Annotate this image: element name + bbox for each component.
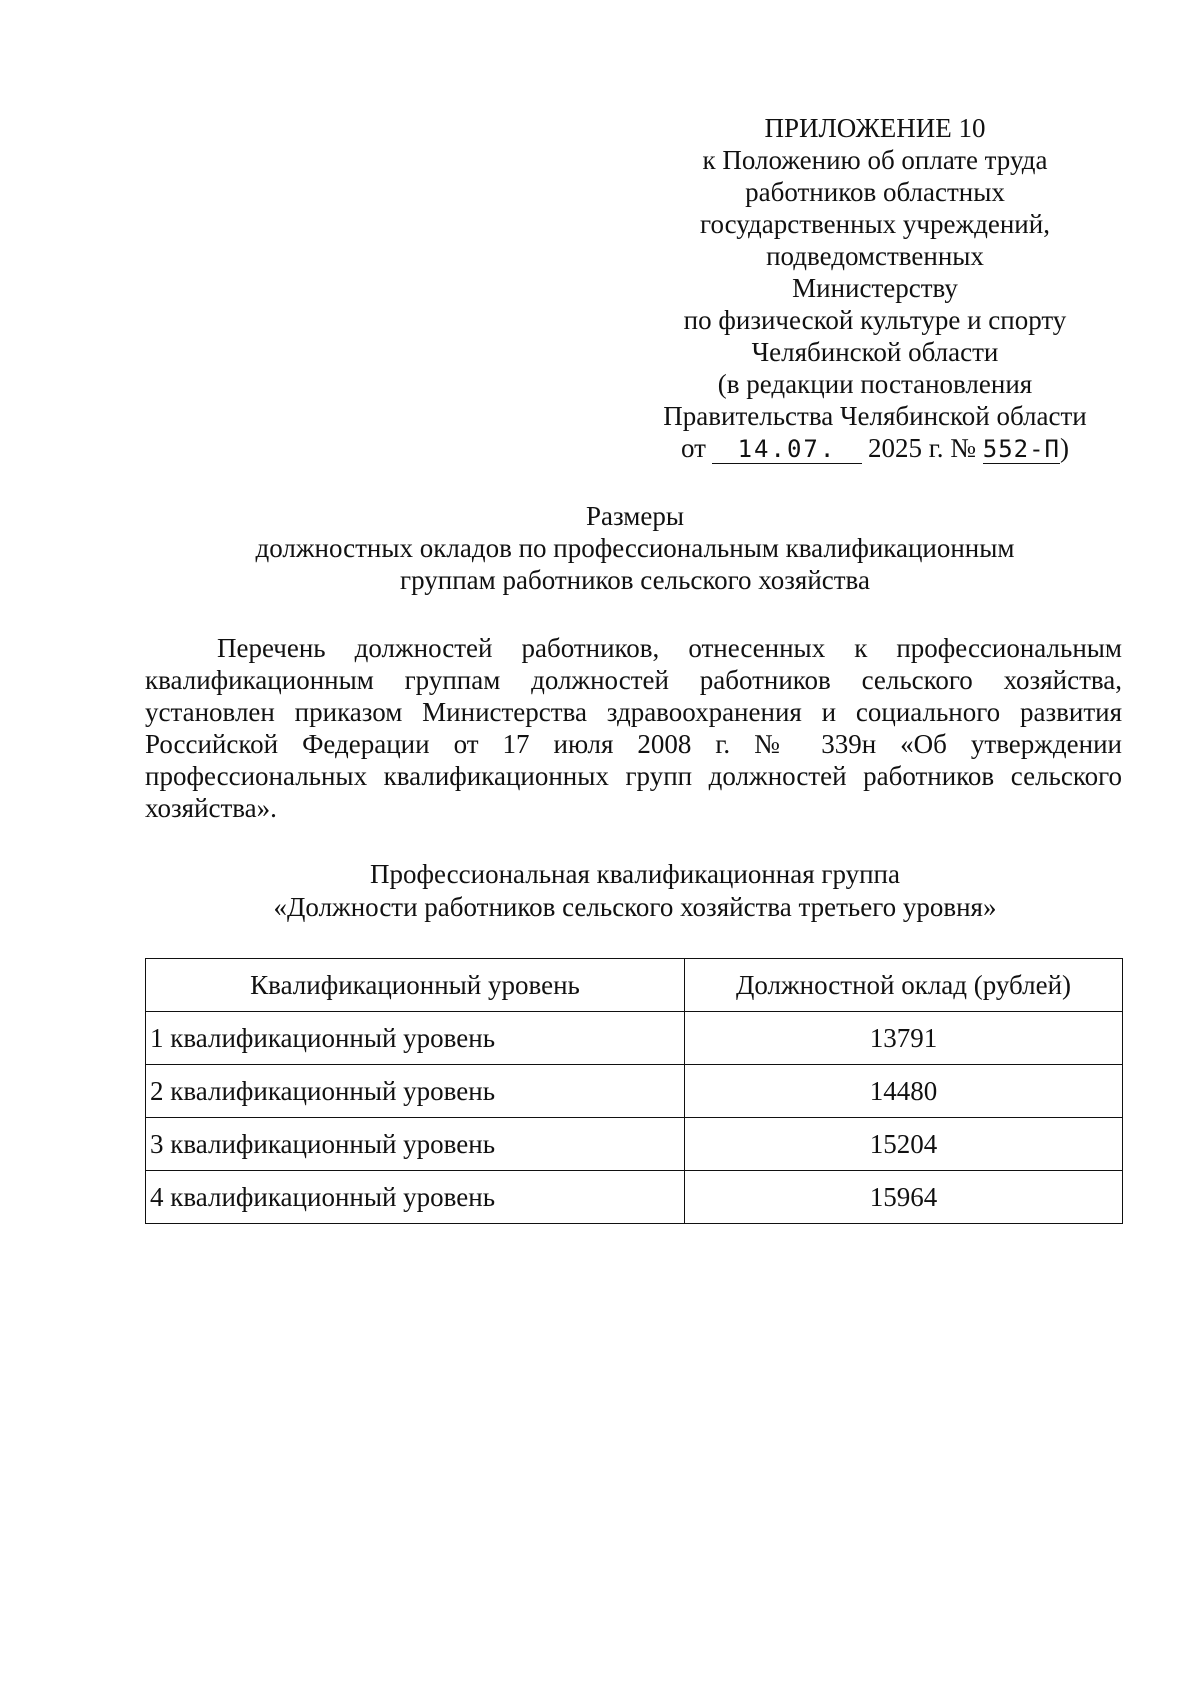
group-title-line: «Должности работников сельского хозяйства третьего уровня» <box>273 892 997 922</box>
salary-cell: 13791 <box>685 1012 1123 1065</box>
appendix-line: Правительства Челябинской области <box>663 401 1087 431</box>
document-title-line: должностных окладов по профессиональным квалификационным <box>255 533 1015 563</box>
appendix-line: работников областных <box>745 177 1005 207</box>
appendix-title: ПРИЛОЖЕНИЕ 10 <box>764 113 986 143</box>
column-header-salary: Должностной оклад (рублей) <box>685 959 1123 1012</box>
level-cell: 4 квалификационный уровень <box>146 1171 685 1224</box>
document-title-line: группам работников сельского хозяйства <box>400 565 870 595</box>
level-cell: 3 квалификационный уровень <box>146 1118 685 1171</box>
appendix-line: государственных учреждений, <box>700 209 1050 239</box>
salary-cell: 14480 <box>685 1065 1123 1118</box>
body-paragraph: Перечень должностей работников, отнесенных к профессиональным квалификационным группам должностей работников сельского хозяйства, установлен приказом Министерства здравоохранения и социального развития Российской Федерации от 17 июля 2008 г. № 339н «Об утверждении профессиональных квалификационных групп должностей работников сельского хозяйства». <box>145 633 1122 823</box>
resolution-date: 14.07. <box>712 435 862 464</box>
document-title-line: Размеры <box>586 501 684 531</box>
table-row <box>146 1012 1123 1065</box>
group-title <box>145 858 1125 924</box>
appendix-line: (в редакции постановления <box>717 369 1033 399</box>
appendix-line: по физической культуре и спорту <box>683 305 1067 335</box>
document-title <box>145 500 1125 596</box>
salary-table <box>145 958 1123 1224</box>
date-prefix: от <box>681 433 706 463</box>
column-header-level: Квалификационный уровень <box>146 959 685 1012</box>
table-row <box>146 1118 1123 1171</box>
level-cell: 1 квалификационный уровень <box>146 1012 685 1065</box>
level-cell: 2 квалификационный уровень <box>146 1065 685 1118</box>
resolution-number: 552-П <box>982 435 1060 463</box>
salary-cell: 15204 <box>685 1118 1123 1171</box>
appendix-line: к Положению об оплате труда <box>702 145 1048 175</box>
table-row <box>146 1065 1123 1118</box>
appendix-header <box>640 112 1110 464</box>
date-suffix: 2025 г. № <box>867 433 976 463</box>
table-header-row <box>146 959 1123 1012</box>
closing-paren: ) <box>1060 433 1069 463</box>
appendix-line: Челябинской области <box>751 337 999 367</box>
group-title-line: Профессиональная квалификационная группа <box>370 859 900 889</box>
resolution-date-line <box>640 432 1110 464</box>
appendix-line: подведомственных <box>766 241 984 271</box>
table-row <box>146 1171 1123 1224</box>
salary-cell: 15964 <box>685 1171 1123 1224</box>
appendix-line: Министерству <box>792 273 958 303</box>
